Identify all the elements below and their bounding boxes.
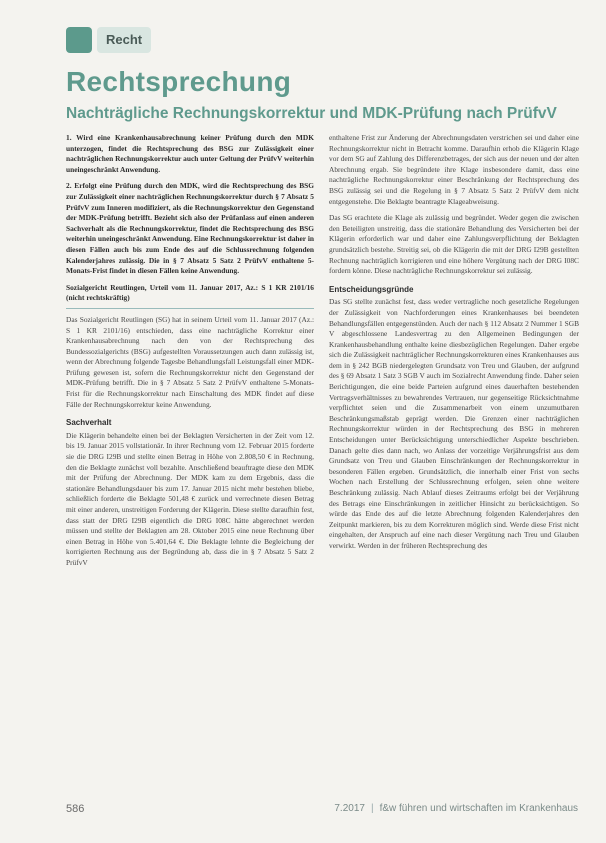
- category-label: Recht: [97, 27, 151, 53]
- continued-paragraph: enthaltene Frist zur Änderung der Abrechnungsdaten verstrichen sei und daher eine Rechnungskorrektur nicht in Betracht komme. Daraufhin erhob die Klägerin Klage vor dem SG auf Zahlung des Differenzbetrages, der sich aus der neuen und der alten Abrechnung ergab. Sie begründete ihre Klage insbesondere damit, dass eine nachträgliche Rechnungskorrektur einer Beschränkung der Rechtsprechung des BSG zulässig sei und die Regelung in § 7 Absatz 5 Satz 2 PrüfvV dem nicht entgegenstehe. Die Beklagte beantragte Klageabweisung.: [329, 133, 579, 206]
- category-color-block: [66, 27, 92, 53]
- intro-paragraph: Das Sozialgericht Reutlingen (SG) hat in seinem Urteil vom 11. Januar 2017 (Az.: S 1 KR 2101/16) entschieden, dass eine nachträgliche Korrektur einer Krankenhausabrechnung nach den von der Rechtsprechung des Bundessozialgerichts (BSG) aufgestellten Voraussetzungen auch dann zulässig ist, wenn der Abrechnung folgende Tagesbe Behandlungsfall Leistungsfall einer MDK-Prüfung gewesen ist, sofern die Rechnungskorrektur nicht den Gegenstand der MDK-Prüfung betrifft. Die in § 7 Absatz 5 Satz 2 PrüfvV enthaltene 5-Monats-Frist für die Rechnungskorrektur nach Einschaltung des MDK findet auf diese Fälle der Rechnungskorrektur keine Anwendung.: [66, 314, 314, 409]
- category-tag: [66, 27, 151, 53]
- issue-label: 7.2017: [334, 803, 365, 814]
- facts-paragraph: Die Klägerin behandelte einen bei der Beklagten Versicherten in der Zeit vom 12. bis 19. Januar 2015 vollstationär. In ihrer Rechnung vom 12. Februar 2015 forderte sie die DRG I29B und stellte einen Betrag in Höhe von 2.808,50 € in Rechnung, den die Beklagte zunächst voll bezahlte. Anschließend beauftragte diese den MDK mit der Prüfung der Abrechnung. Der MDK kam zu dem Ergebnis, dass die stationäre Behandlungsdauer bis zum 17. Januar 2015 nicht mehr bestehen bliebe, schließlich forderte die Beklagte 501,48 € zurück und verrechnete diesen Betrag mit einer anderen, unstreitigen Forderung der Klägerin. Diese stellte daraufhin fest, dass statt der DRG I29B eigentlich die DRG I08C hätte abgerechnet werden müssen und stellte der Beklagten am 28. Oktober 2015 eine neue Rechnung über einen Betrag in Höhe von 5.401,64 €. Die Beklagte lehnte die Begleichung der korrigierten Rechnung aus der Begründung ab, dass die in § 7 Absatz 5 Satz 2 PrüfvV: [66, 430, 314, 567]
- section-heading-sachverhalt: Sachverhalt: [66, 418, 112, 428]
- page-title: Rechtsprechung: [66, 66, 292, 97]
- court-citation: Sozialgericht Reutlingen, Urteil vom 11. Januar 2017, Az.: S 1 KR 2101/16 (nicht rechtskräftig): [66, 283, 314, 309]
- page-number: 586: [66, 803, 85, 815]
- journal-name: f&w führen und wirtschaften im Krankenhaus: [379, 803, 578, 814]
- section-heading-entscheidungsgruende: Entscheidungsgründe: [329, 284, 414, 294]
- right-column: [329, 133, 579, 558]
- footer-separator: |: [370, 803, 374, 814]
- reasons-paragraph: Das SG stellte zunächst fest, dass weder vertragliche noch gesetzliche Regelungen der Zulässigkeit von Nachforderungen eines Krankenhauses bei beendeten Behandlungsfällen entgegenstünden. Auch der nach § 112 Absatz 2 Nummer 1 SGB V abgeschlossene Landesvertrag zu den Allgemeinen Bedingungen der Krankenhausbehandlung enthalte keine diesbezüglichen Regelungen. Daher ergebe sich die Zulässigkeit nachträglicher Rechnungskorrekturen eines Krankenhauses aus dem in § 242 BGB niedergelegten Grundsatz von Treu und Glauben, der aufgrund des § 69 Absatz 1 Satz 3 SGB V auch im Sozialrecht Anwendung finde. Daher seien Berichtigungen, die eine beide Parteien aufgrund eines dauerhaften bestehenden Vertragsverhältnisses zu bewahrendes Vertrauen, nur gegenseitige Rücksichtnahme verpflichtet seien und die Zusammenarbeit von einem unzumutbaren Beschränkungsmaßstab geprägt werden. Die Grenzen einer nachträglichen Rechnungskorrektur würden in der Rechtsprechung des BSG in mehreren Entscheidungen unter Berücksichtigung unterschiedlicher Aspekte beschrieben. Danach gelte dies dann nach, wo Anlass der vorzeitige Verjährungsfrist aus dem Grundsatz von Treu und Glauben Einschränkungen der Rechnungskorrektur in besonderen Fällen ergeben. Grundsätzlich, die innerhalb einer Frist von sechs Wochen nach Erstellung der Schlussrechnung erfolgen, seien ohne weitere Beschränkung zulässig. Nach Ablauf dieses Zeitraums erfolgt bei der Verjährung des Betrags eine Einschränkungen in zeitlicher Hinsicht zu berücksichtigen. So würde das Ende des auf die letzte Abrechnung folgenden Kalenderjahres den Zeitpunkt markieren, bis zu dem Korrekturen möglich sind. Werde diese Frist nicht eingehalten, der Anspruch auf eine nach dieser Vergütung nach Treu und Glauben verwirkt. Werden in der früheren Rechtsprechung des: [329, 297, 579, 550]
- headnote-2: 2. Erfolgt eine Prüfung durch den MDK, wird die Rechtsprechung des BSG zur Zulässigkeit einer nachträglichen Rechnungskorrektur durch § 7 Absatz 5 PrüfvV zum Inneren modifiziert, als die Rechnungskorrektur den Gegenstand der MDK-Prüfung betrifft. Bezieht sich also der Prüfanlass auf einen anderen Sachverhalt als die Rechnungskorrektur, findet die Rechtsprechung des BSG weiterhin uneingeschränkt Anwendung. Eine Rechnungskorrektur ist daher in diesen Fällen auch bis zum Ende des auf die Schlussrechnung folgenden Kalenderjahres zulässig. Die in § 7 Absatz 5 Satz 2 PrüfvV enthaltene 5-Monats-Frist findet in diesen Fällen keine Anwendung.: [66, 181, 314, 276]
- court-assessment-paragraph: Das SG erachtete die Klage als zulässig und begründet. Weder gegen die zwischen den Beteiligten unstreitig, dass die stationäre Behandlung des Versicherten bei der Klägerin erforderlich war und daher eine Zahlungsverpflichtung der Beklagten grundsätzlich bestehe. Streitig sei, ob die Klägerin die mit der DRG I29B gestellten Rechnung nachträglich korrigieren und eine höhere Vergütung nach der DRG I08C fordern könne. Diese nachträgliche Rechnungskorrektur sei zulässig.: [329, 213, 579, 276]
- page-subtitle: Nachträgliche Rechnungskorrektur und MDK-Prüfung nach PrüfvV: [66, 105, 557, 122]
- headnote-1: 1. Wird eine Krankenhausabrechnung keiner Prüfung durch den MDK unterzogen, findet die Rechtsprechung des BSG zur Zulässigkeit einer nachträglichen Rechnungskorrektur auch unter Geltung der PrüfvV weiterhin uneingeschränkt Anwendung.: [66, 133, 314, 174]
- left-column: [66, 133, 314, 575]
- footer-issue: [334, 803, 578, 814]
